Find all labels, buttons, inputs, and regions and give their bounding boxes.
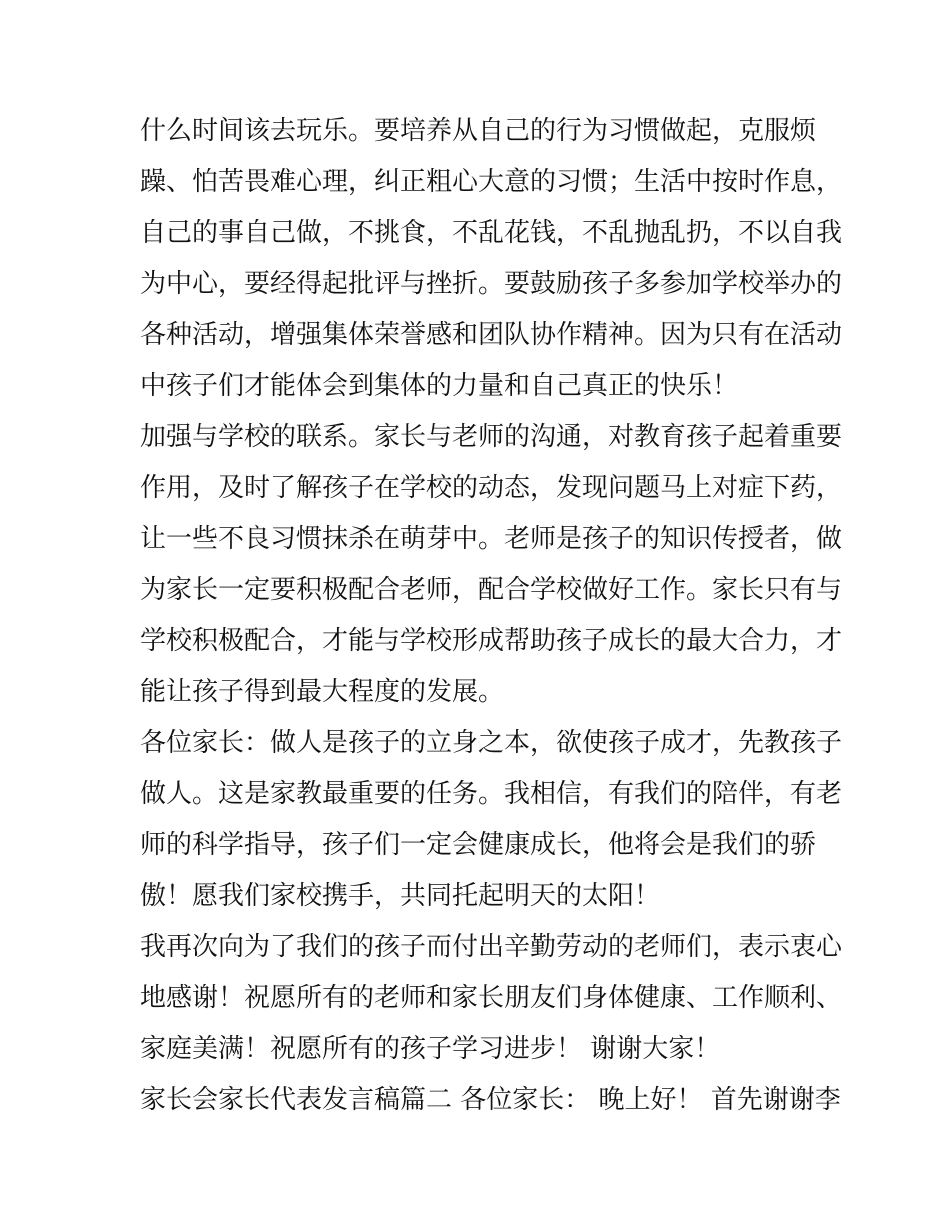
- text-line: 作用，及时了解孩子在学校的动态，发现问题马上对症下药，: [140, 473, 843, 503]
- text-line: 为中心，要经得起批评与挫折。要鼓励孩子多参加学校举办的: [140, 269, 843, 299]
- text-line: 各位家长：做人是孩子的立身之本，欲使孩子成才，先教孩子: [140, 728, 843, 758]
- text-line: 地感谢！祝愿所有的老师和家长朋友们身体健康、工作顺利、: [140, 983, 843, 1013]
- text-line: 能让孩子得到最大程度的发展。: [140, 677, 505, 707]
- text-line: 加强与学校的联系。家长与老师的沟通，对教育孩子起着重要: [140, 422, 843, 452]
- text-line: 学校积极配合，才能与学校形成帮助孩子成长的最大合力，才: [140, 626, 843, 656]
- text-line: 我再次向为了我们的孩子而付出辛勤劳动的老师们，表示衷心: [140, 932, 843, 962]
- text-line: 各种活动，增强集体荣誉感和团队协作精神。因为只有在活动: [140, 320, 843, 350]
- text-line: 中孩子们才能体会到集体的力量和自己真正的快乐！: [140, 371, 739, 401]
- text-line: 自己的事自己做，不挑食，不乱花钱，不乱抛乱扔，不以自我: [140, 218, 843, 248]
- text-line: 为家长一定要积极配合老师，配合学校做好工作。家长只有与: [140, 575, 843, 605]
- text-line: 做人。这是家教最重要的任务。我相信，有我们的陪伴，有老: [140, 779, 843, 809]
- text-line: 家长会家长代表发言稿篇二 各位家长： 晚上好！ 首先谢谢李: [140, 1085, 841, 1115]
- document-body: [140, 106, 843, 1126]
- text-line: 什么时间该去玩乐。要培养从自己的行为习惯做起，克服烦: [140, 116, 817, 146]
- text-line: 让一些不良习惯抹杀在萌芽中。老师是孩子的知识传授者，做: [140, 524, 843, 554]
- text-line: 师的科学指导，孩子们一定会健康成长，他将会是我们的骄: [140, 830, 817, 860]
- text-line: 傲！愿我们家校携手，共同托起明天的太阳！: [140, 881, 661, 911]
- text-line: 家庭美满！祝愿所有的孩子学习进步！ 谢谢大家！: [140, 1034, 721, 1064]
- text-line: 躁、怕苦畏难心理，纠正粗心大意的习惯；生活中按时作息，: [140, 167, 843, 197]
